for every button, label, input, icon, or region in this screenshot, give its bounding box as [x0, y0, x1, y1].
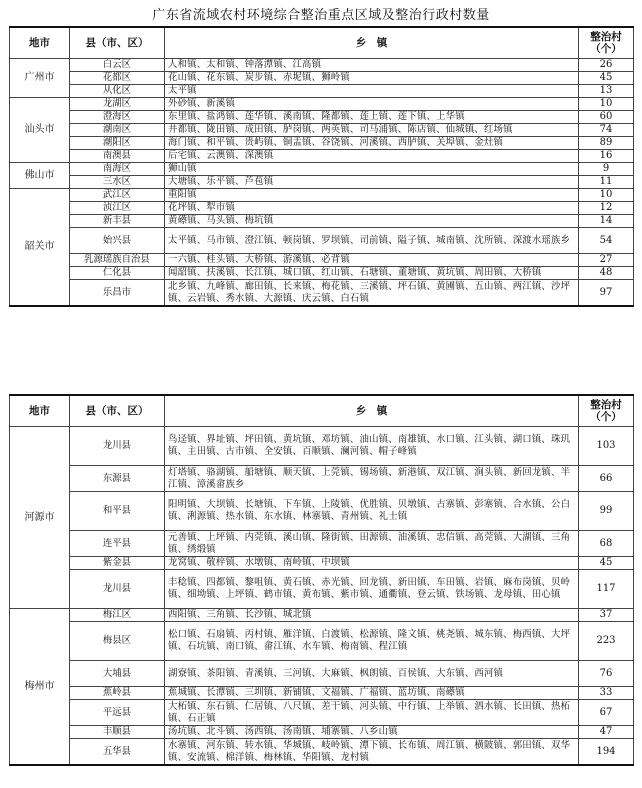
city-cell: 汕头市: [10, 98, 70, 163]
count-cell: 27: [579, 254, 634, 267]
count-cell: 47: [579, 726, 634, 739]
table-top-body: [10, 59, 634, 307]
towns-cell: 花山镇、花东镇、炭步镇、赤坭镇、狮岭镇: [165, 72, 579, 85]
count-cell: 10: [579, 189, 634, 202]
county-cell: 乳源瑶族自治县: [70, 254, 165, 267]
count-cell: 76: [579, 661, 634, 687]
towns-cell: 太平镇、马市镇、澄江镇、顿岗镇、罗坝镇、司前镇、隘子镇、城南镇、沈所镇、深渡水瑶族乡: [165, 228, 579, 254]
towns-cell: 外砂镇、新溪镇: [165, 98, 579, 111]
table-row: [10, 280, 634, 307]
table-top: [9, 26, 634, 307]
towns-cell: 大柘镇、东石镇、仁居镇、八尺镇、差干镇、河头镇、中行镇、上举镇、泗水镇、长田镇、热柘镇、石正镇: [165, 700, 579, 726]
county-cell: 澄海区: [70, 111, 165, 124]
table-row: [10, 202, 634, 215]
count-cell: 68: [579, 531, 634, 557]
table-row: [10, 72, 634, 85]
table-row: [10, 137, 634, 150]
table-row: [10, 570, 634, 609]
table-row: [10, 215, 634, 228]
count-cell: 10: [579, 98, 634, 111]
towns-cell: 湖寮镇、茶阳镇、青溪镇、三河镇、大麻镇、枫朗镇、百侯镇、大东镇、西河镇: [165, 661, 579, 687]
count-cell: 33: [579, 687, 634, 700]
count-cell: 54: [579, 228, 634, 254]
towns-cell: 丰稔镇、四都镇、黎咀镇、黄石镇、赤光镇、回龙镇、新田镇、车田镇、岩镇、麻布岗镇、贝岭镇、细坳镇、上坪镇、鹤市镇、黄布镇、紫市镇、通衢镇、登云镇、铁场镇、龙母镇、田心镇: [165, 570, 579, 609]
towns-cell: 阳明镇、大坝镇、长塘镇、下车镇、上陵镇、优胜镇、贝墩镇、古寨镇、彭寨镇、合水镇、公白镇、浰源镇、热水镇、东水镇、林寨镇、青州镇、礼士镇: [165, 492, 579, 531]
table-row: [10, 622, 634, 661]
county-cell: 南海区: [70, 163, 165, 176]
county-cell: 花都区: [70, 72, 165, 85]
table-row: [10, 228, 634, 254]
county-cell: 新丰县: [70, 215, 165, 228]
table-row: [10, 254, 634, 267]
county-cell: 仁化县: [70, 267, 165, 280]
towns-cell: 闻韶镇、扶溪镇、长江镇、城口镇、红山镇、石塘镇、董塘镇、黄坑镇、周田镇、大桥镇: [165, 267, 579, 280]
count-cell: 67: [579, 700, 634, 726]
count-cell: 103: [579, 427, 634, 466]
count-cell: 45: [579, 557, 634, 570]
towns-cell: 汤坑镇、北斗镇、汤西镇、汤南镇、埔寨镇、八乡山镇: [165, 726, 579, 739]
city-cell: 佛山市: [10, 163, 70, 189]
count-cell: 26: [579, 59, 634, 72]
county-cell: 始兴县: [70, 228, 165, 254]
city-cell: 河源市: [10, 427, 70, 609]
county-cell: 南澳县: [70, 150, 165, 163]
county-cell: 龙川县: [70, 427, 165, 466]
count-cell: 74: [579, 124, 634, 137]
towns-cell: 狮山镇: [165, 163, 579, 176]
county-cell: 武江区: [70, 189, 165, 202]
county-cell: 三水区: [70, 176, 165, 189]
county-cell: 龙湖区: [70, 98, 165, 111]
table-row: [10, 557, 634, 570]
towns-cell: 重阳镇: [165, 189, 579, 202]
header-towns: 乡 镇: [165, 395, 579, 427]
count-cell: 13: [579, 85, 634, 98]
table-row: [10, 85, 634, 98]
county-cell: 潮南区: [70, 124, 165, 137]
city-cell: 梅州市: [10, 609, 70, 766]
table-row: [10, 492, 634, 531]
table-row: [10, 531, 634, 557]
count-cell: 48: [579, 267, 634, 280]
table-bottom-body: [10, 427, 634, 766]
county-cell: 大埔县: [70, 661, 165, 687]
towns-cell: 后宅镇、云澳镇、深澳镇: [165, 150, 579, 163]
count-cell: 89: [579, 137, 634, 150]
count-cell: 11: [579, 176, 634, 189]
county-cell: 丰顺县: [70, 726, 165, 739]
towns-cell: 黄礤镇、马头镇、梅坑镇: [165, 215, 579, 228]
table-row: [10, 427, 634, 466]
county-cell: 白云区: [70, 59, 165, 72]
table-row: [10, 609, 634, 622]
header-city: 地市: [10, 27, 70, 59]
count-cell: 12: [579, 202, 634, 215]
count-cell: 37: [579, 609, 634, 622]
header-city: 地市: [10, 395, 70, 427]
table-row: [10, 466, 634, 492]
towns-cell: 龙窝镇、敬梓镇、水墩镇、南岭镇、中坝镇: [165, 557, 579, 570]
count-cell: 9: [579, 163, 634, 176]
table-row: [10, 124, 634, 137]
table-row: [10, 726, 634, 739]
count-cell: 97: [579, 280, 634, 307]
towns-cell: 蕉城镇、长潭镇、三圳镇、新铺镇、文福镇、广福镇、蓝坊镇、南礤镇: [165, 687, 579, 700]
count-cell: 99: [579, 492, 634, 531]
county-cell: 梅县区: [70, 622, 165, 661]
count-cell: 14: [579, 215, 634, 228]
count-cell: 223: [579, 622, 634, 661]
table-row: [10, 687, 634, 700]
header-county: 县（市、区）: [70, 27, 165, 59]
table-row: [10, 163, 634, 176]
table-bottom: [9, 394, 634, 766]
towns-cell: 太平镇: [165, 85, 579, 98]
towns-cell: 西阳镇、三角镇、长沙镇、城北镇: [165, 609, 579, 622]
county-cell: 龙川县: [70, 570, 165, 609]
county-cell: 潮阳区: [70, 137, 165, 150]
table-row: [10, 267, 634, 280]
table-row: [10, 59, 634, 72]
towns-cell: 松口镇、石扇镇、丙村镇、雁洋镇、白渡镇、松源镇、隆文镇、桃尧镇、城东镇、梅西镇、大坪镇、石坑镇、南口镇、畲江镇、水车镇、梅南镇、程江镇: [165, 622, 579, 661]
count-cell: 117: [579, 570, 634, 609]
city-cell: 广州市: [10, 59, 70, 98]
county-cell: 和平县: [70, 492, 165, 531]
table-row: [10, 700, 634, 726]
table-row: [10, 176, 634, 189]
table-row: [10, 98, 634, 111]
table-row: [10, 111, 634, 124]
towns-cell: 大塘镇、乐平镇、芦苞镇: [165, 176, 579, 189]
county-cell: 连平县: [70, 531, 165, 557]
towns-cell: 元善镇、上坪镇、内莞镇、溪山镇、隆街镇、田源镇、油溪镇、忠信镇、高莞镇、大湖镇、三角镇、绣缎镇: [165, 531, 579, 557]
page-title: 广东省流域农村环境综合整治重点区域及整治行政村数量: [152, 8, 490, 23]
header-count: 整治村（个）: [579, 27, 634, 59]
table-row: [10, 661, 634, 687]
header-count: 整治村（个）: [579, 395, 634, 427]
county-cell: 紫金县: [70, 557, 165, 570]
count-cell: 60: [579, 111, 634, 124]
county-cell: 梅江区: [70, 609, 165, 622]
city-cell: 韶关市: [10, 189, 70, 307]
county-cell: 平远县: [70, 700, 165, 726]
towns-cell: 东里镇、盐鸿镇、莲华镇、溪南镇、隆都镇、莲上镇、莲下镇、上华镇: [165, 111, 579, 124]
towns-cell: 鸟迳镇、界址镇、坪田镇、黄坑镇、邓坊镇、油山镇、南雄镇、水口镇、江头镇、湖口镇、珠玑镇、主田镇、古市镇、全安镇、百顺镇、澜河镇、帽子峰镇: [165, 427, 579, 466]
county-cell: 乐昌市: [70, 280, 165, 307]
towns-cell: 花坪镇、犁市镇: [165, 202, 579, 215]
county-cell: 从化区: [70, 85, 165, 98]
towns-cell: 北乡镇、九峰镇、廊田镇、长来镇、梅花镇、三溪镇、坪石镇、黄圃镇、五山镇、两江镇、沙坪镇、云岩镇、秀水镇、大源镇、庆云镇、白石镇: [165, 280, 579, 307]
towns-cell: 一六镇、桂头镇、大桥镇、游溪镇、必背镇: [165, 254, 579, 267]
table-row: [10, 739, 634, 766]
count-cell: 45: [579, 72, 634, 85]
table-row: [10, 150, 634, 163]
county-cell: 浈江区: [70, 202, 165, 215]
count-cell: 194: [579, 739, 634, 766]
header-towns: 乡 镇: [165, 27, 579, 59]
towns-cell: 井都镇、陇田镇、成田镇、胪岗镇、两英镇、司马浦镇、陈店镇、仙城镇、红场镇: [165, 124, 579, 137]
header-county: 县（市、区）: [70, 395, 165, 427]
count-cell: 16: [579, 150, 634, 163]
table-row: [10, 189, 634, 202]
county-cell: 蕉岭县: [70, 687, 165, 700]
towns-cell: 灯塔镇、骆湖镇、船塘镇、顺天镇、上莞镇、锡场镇、新港镇、双江镇、涧头镇、新回龙镇、半江镇、漳溪畲族乡: [165, 466, 579, 492]
towns-cell: 水寨镇、河东镇、转水镇、华城镇、岐岭镇、潭下镇、长布镇、周江镇、横陂镇、郭田镇、双华镇、安流镇、棉洋镇、梅林镇、华阳镇、龙村镇: [165, 739, 579, 766]
towns-cell: 海门镇、和平镇、贵屿镇、铜盂镇、谷饶镇、河溪镇、西胪镇、关埠镇、金灶镇: [165, 137, 579, 150]
count-cell: 66: [579, 466, 634, 492]
county-cell: 五华县: [70, 739, 165, 766]
towns-cell: 人和镇、太和镇、钟落潭镇、江高镇: [165, 59, 579, 72]
county-cell: 东源县: [70, 466, 165, 492]
